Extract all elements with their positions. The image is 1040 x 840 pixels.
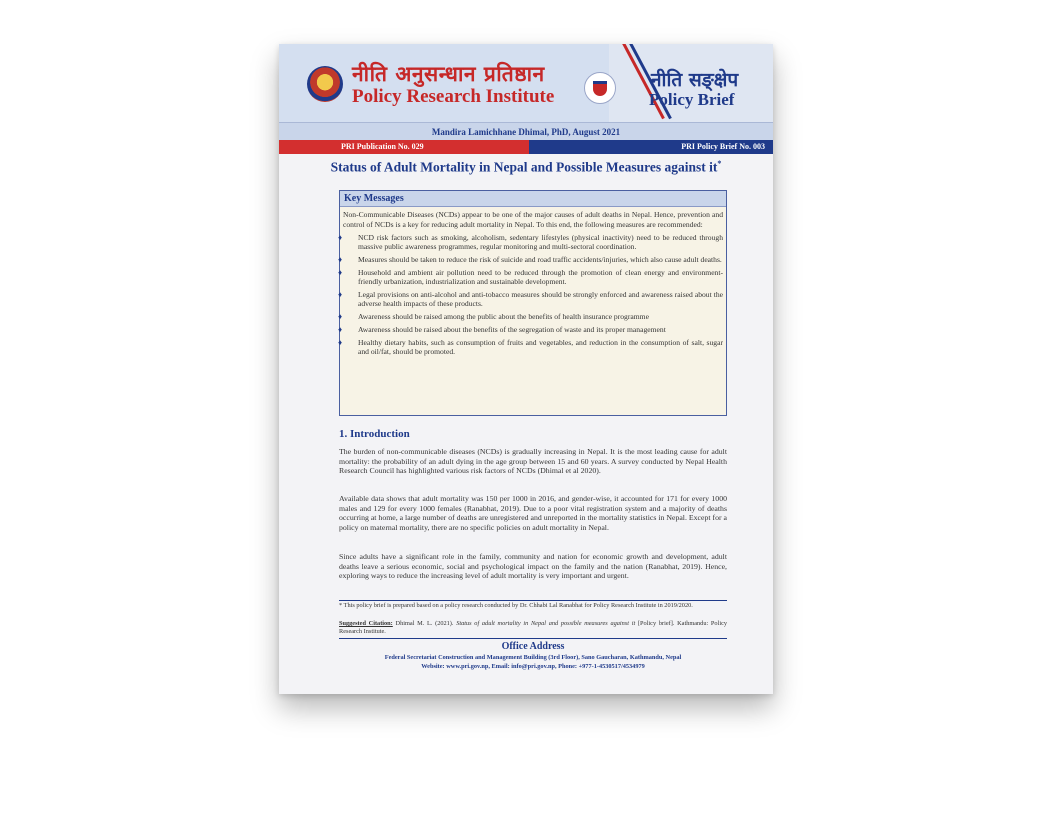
brief-label: Policy Brief	[649, 90, 735, 109]
office-address-line: Federal Secretariat Construction and Management Building (3rd Floor), Sano Gaucharan, Kathmandu, Nepal	[384, 654, 682, 661]
diamond-bullet-icon: ♦	[338, 255, 343, 265]
suggested-citation	[339, 620, 727, 636]
diamond-bullet-icon: ♦	[338, 337, 343, 347]
list-item: ♦ Awareness should be raised about the benefits of the segregation of waste and its proper management	[338, 324, 666, 334]
diamond-bullet-icon: ♦	[338, 324, 343, 334]
institute-name: Policy Research Institute	[352, 86, 555, 107]
citation-label: Suggested Citation:	[339, 620, 393, 627]
citation-publisher: [Policy brief]. Kathmandu: Policy Research Institute.	[339, 620, 728, 635]
pri-logo-icon	[584, 72, 616, 104]
diamond-bullet-icon: ♦	[338, 311, 343, 321]
key-messages-intro: Non-Communicable Diseases (NCDs) appear to be one of the major causes of adult deaths in Nepal. Hence, prevention and control of NCDs is a key for reducing adult mortality in Nepal. To this end, the following measures are recommended:	[343, 210, 723, 229]
introduction-paragraph-3: Since adults have a significant role in the family, community and nation for economic growth and development, adult deaths leave a serious economic, social and psychological impact on the family and the nation (Ranabhat, 2019). Hence, exploring ways to reduce the increasing level of adult mortality is very important and urgent.	[339, 552, 727, 581]
introduction-heading: 1. Introduction	[339, 428, 410, 440]
key-messages-box	[339, 190, 727, 416]
document-header	[279, 44, 773, 122]
policy-brief-number: PRI Policy Brief No. 003	[529, 140, 773, 154]
diamond-bullet-icon: ♦	[338, 267, 343, 277]
office-address-heading: Office Address	[501, 641, 565, 652]
citation-author: Dhimal M. L. (2021).	[395, 620, 454, 627]
footnote-divider	[339, 600, 727, 601]
nepal-emblem-icon	[307, 66, 343, 102]
footnote: * This policy brief is prepared based on a policy research conducted by Dr. Chhabi Lal Ranabhat for Policy Research Institute in 2019/2020.	[339, 602, 693, 609]
document-title-text: Status of Adult Mortality in Nepal and Possible Measures against it	[330, 159, 718, 175]
publication-bar	[279, 140, 773, 154]
diamond-bullet-icon: ♦	[338, 289, 343, 299]
list-item: ♦ Household and ambient air pollution need to be reduced through the promotion of clean energy and environment-friendly urbanization, industrialization and sustainable development.	[338, 267, 723, 287]
list-item: ♦ NCD risk factors such as smoking, alcoholism, sedentary lifestyles (physical inactivity) need to be reduced through massive public awareness programmes, regular monitoring and multi-sectoral coordination.	[338, 233, 723, 252]
office-divider	[339, 638, 727, 639]
diamond-bullet-icon: ♦	[338, 233, 343, 243]
nepali-brief-label: नीति सङ्क्षेप	[651, 69, 739, 91]
author-line: Mandira Lamichhane Dhimal, PhD, August 2021	[279, 122, 773, 141]
citation-title: Status of adult mortality in Nepal and possible measures against it	[456, 620, 636, 627]
introduction-paragraph-1: The burden of non-communicable diseases (NCDs) is gradually increasing in Nepal. It is the most leading cause for adult mortality: the probability of an adult dying in the age group between 15 and 60 years. A survey conducted by Nepal Health Research Council has highlighted various risk factors of NCDs (Dhimal et al 2020).	[339, 447, 727, 476]
list-item: ♦ Measures should be taken to reduce the risk of suicide and road traffic accidents/injuries, which also cause adult deaths.	[338, 255, 722, 265]
list-item: ♦ Healthy dietary habits, such as consumption of fruits and vegetables, and reduction in the consumption of salt, sugar and oil/fat, should be promoted.	[338, 337, 723, 356]
office-contact-line: Website: www.pri.gov.np, Email: info@pri.gov.np, Phone: +977-1-4530517/4534979	[421, 663, 645, 670]
title-footnote-mark: *	[717, 159, 722, 168]
list-item: ♦ Legal provisions on anti-alcohol and anti-tobacco measures should be strongly enforced and awareness raised about the adverse health impacts of these products.	[338, 289, 723, 309]
list-item: ♦ Awareness should be raised among the public about the benefits of health insurance programme	[338, 311, 649, 321]
key-messages-heading: Key Messages	[340, 191, 726, 207]
nepali-institute-name: नीति अनुसन्धान प्रतिष्ठान	[352, 62, 545, 86]
introduction-paragraph-2: Available data shows that adult mortality was 150 per 1000 in 2016, and gender-wise, it accounted for 171 for every 1000 males and 129 for every 1000 females (Ranabhat, 2019). Due to a poor vital registration system and a majority of deaths occurring at home, a large number of deaths are unregistered and unreported in the mortality statistics in Nepal. Except for a policy on maternal mortality, there are no specific policies on adult mortality in Nepal.	[339, 494, 727, 532]
publication-number: PRI Publication No. 029	[279, 140, 529, 154]
policy-brief-page	[279, 44, 773, 694]
key-messages-list	[340, 233, 726, 356]
document-title	[319, 156, 733, 175]
